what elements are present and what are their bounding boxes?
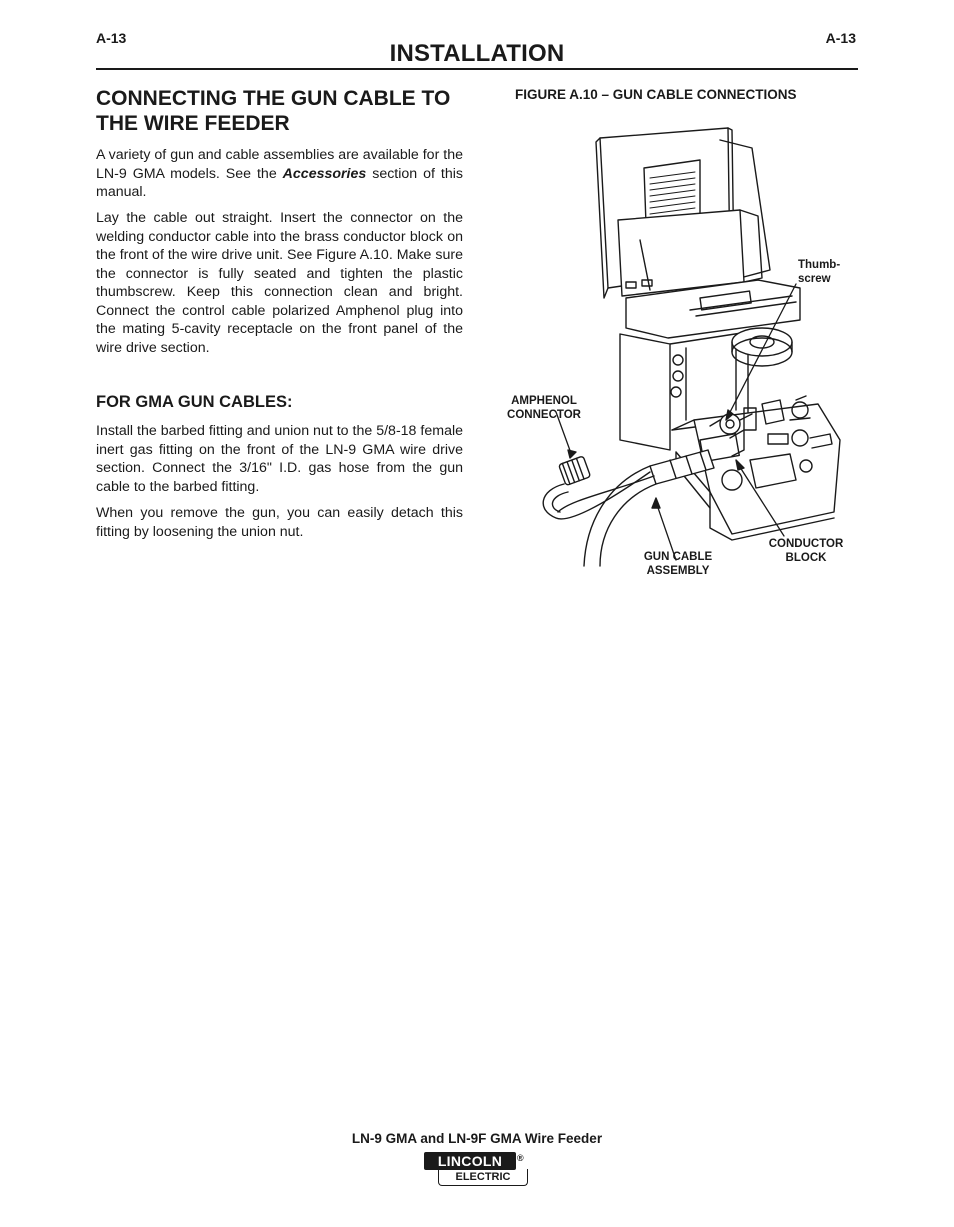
callout-line: ASSEMBLY bbox=[646, 565, 710, 577]
section-heading-line-1: CONNECTING THE GUN CABLE TO bbox=[96, 87, 451, 110]
paragraph-text: section of this manual. bbox=[96, 165, 463, 200]
callout-line: GUN CABLE bbox=[643, 551, 713, 563]
paragraph-remove-gun: When you remove the gun, you can easily detach this fitting by loosening the union nut. bbox=[96, 505, 463, 540]
footer-title: LN-9 GMA and LN-9F GMA Wire Feeder bbox=[351, 1131, 603, 1146]
paragraph-gun-assemblies bbox=[96, 146, 463, 202]
lincoln-electric-logo bbox=[424, 1152, 528, 1190]
section-heading-line-2: THE WIRE FEEDER bbox=[96, 112, 290, 135]
page-title: INSTALLATION bbox=[389, 40, 565, 67]
paragraph-barbed-fitting: Install the barbed fitting and union nut to the 5/8-18 female inert gas fitting on the front of the LN-9 GMA wire drive section. Connect the 3/16" I.D. gas hose from the gun cable to the barbed fitting. bbox=[96, 423, 463, 495]
callout-line: CONDUCTOR bbox=[768, 538, 844, 550]
figure-caption: FIGURE A.10 – GUN CABLE CONNECTIONS bbox=[515, 87, 797, 102]
logo-lincoln: LINCOLN bbox=[424, 1152, 516, 1170]
section-heading-gma-cables: FOR GMA GUN CABLES: bbox=[96, 393, 293, 411]
callout-line: screw bbox=[798, 273, 831, 285]
callout-line: AMPHENOL bbox=[511, 395, 577, 407]
callout-line: CONNECTOR bbox=[507, 409, 581, 421]
thumbscrew-callout bbox=[798, 258, 840, 286]
conductor-block-callout bbox=[756, 537, 856, 565]
page-number-left: A-13 bbox=[96, 30, 127, 46]
gun-cable-assembly-callout bbox=[628, 550, 728, 578]
title-divider bbox=[96, 68, 858, 70]
callout-line: Thumb- bbox=[798, 259, 841, 271]
gun-cable-connections-illustration bbox=[500, 120, 860, 580]
page-number-right: A-13 bbox=[825, 30, 856, 46]
paragraph-cable-instructions: Lay the cable out straight. Insert the connector on the welding conductor cable into the brass conductor block on the front of the wire drive unit. See Figure A.10. Make sure the connector is fully seated and tighten the plastic thumbscrew. Keep this connection clean and bright. Connect the control cable polarized Amphenol plug into the mating 5-cavity receptacle on the front panel of the wire drive section. bbox=[96, 210, 463, 356]
logo-electric: ELECTRIC bbox=[438, 1169, 528, 1186]
section-heading-gun-cable bbox=[96, 86, 450, 136]
amphenol-connector-callout bbox=[494, 394, 594, 422]
registered-mark: ® bbox=[517, 1153, 524, 1163]
callout-line: BLOCK bbox=[785, 552, 827, 564]
accessories-emphasis: Accessories bbox=[282, 165, 367, 182]
paragraph-text: A variety of gun and cable assemblies are available for the LN-9 GMA models. See the bbox=[96, 147, 463, 182]
